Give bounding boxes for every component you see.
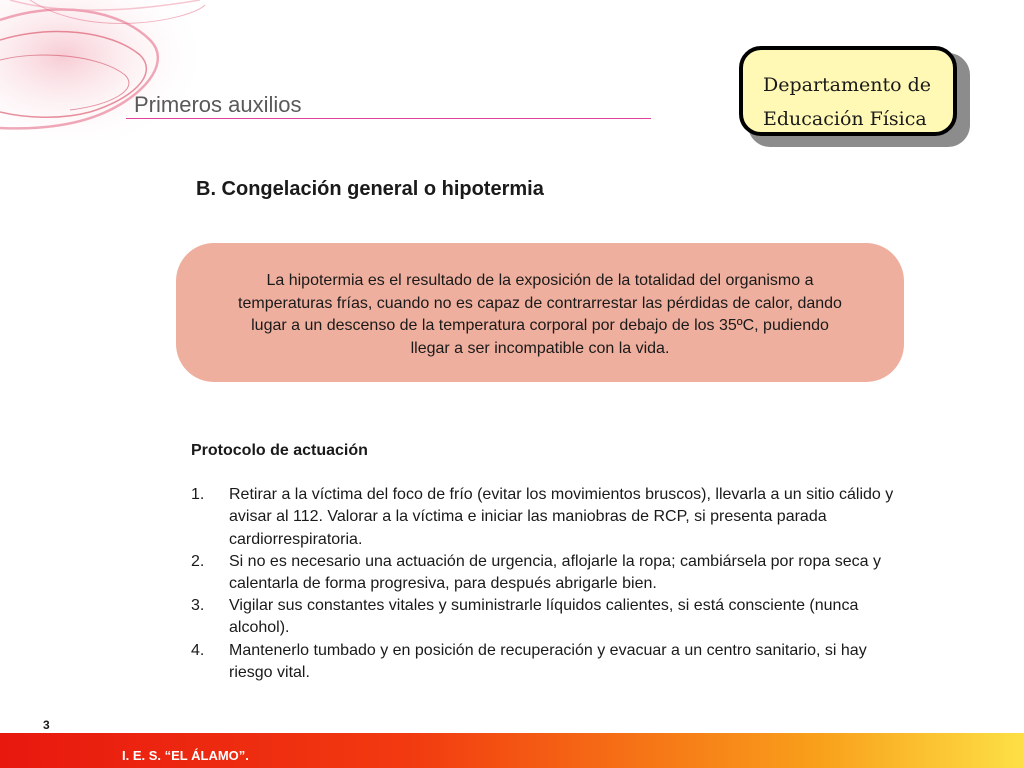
title-underline <box>126 118 651 119</box>
definition-callout <box>176 243 904 382</box>
protocol-item-text: Si no es necesario una actuación de urgencia, aflojarle la ropa; cambiársela por ropa seca y calentarla de forma progresiva, para después abrigarle bien. <box>229 552 881 593</box>
protocol-item-number: 1. <box>191 486 205 504</box>
protocol-item <box>191 595 911 639</box>
protocol-item-text: Mantenerlo tumbado y en posición de recuperación y evacuar a un centro sanitario, si hay riesgo vital. <box>229 641 867 681</box>
protocol-heading: Protocolo de actuación <box>191 442 368 459</box>
protocol-item-number: 4. <box>191 641 205 659</box>
page-number: 3 <box>43 718 50 732</box>
department-line-2: Educación Física <box>763 108 927 130</box>
protocol-item-text: Retirar a la víctima del foco de frío (evitar los movimientos bruscos), llevarla a un sitio cálido y avisar al 112. Valorar a la víctima e iniciar las maniobras de RCP, si presenta parada cardiorrespiratoria. <box>229 486 894 548</box>
protocol-item <box>191 551 911 595</box>
protocol-item-text: Vigilar sus constantes vitales y suministrarle líquidos calientes, si está consciente (nunca alcohol). <box>229 597 859 637</box>
protocol-section <box>191 440 911 684</box>
definition-text: La hipotermia es el resultado de la exposición de la totalidad del organismo a temperaturas frías, cuando no es capaz de contrarrestar las pérdidas de calor, dando lugar a un descenso de la temperatura corporal por debajo de los 35ºC, pudiendo llegar a ser incompatible con la vida. <box>238 272 842 357</box>
decorative-swirl-graphic <box>0 0 210 140</box>
protocol-item-number: 3. <box>191 597 205 615</box>
protocol-item <box>191 484 911 551</box>
department-line-1: Departamento de <box>763 74 932 96</box>
protocol-list <box>191 484 911 684</box>
section-title: B. Congelación general o hipotermia <box>196 178 544 200</box>
department-badge <box>739 46 957 136</box>
page-title: Primeros auxilios <box>134 92 302 117</box>
protocol-item <box>191 640 911 684</box>
school-name: I. E. S. “EL ÁLAMO”. <box>122 748 249 763</box>
protocol-item-number: 2. <box>191 552 205 570</box>
